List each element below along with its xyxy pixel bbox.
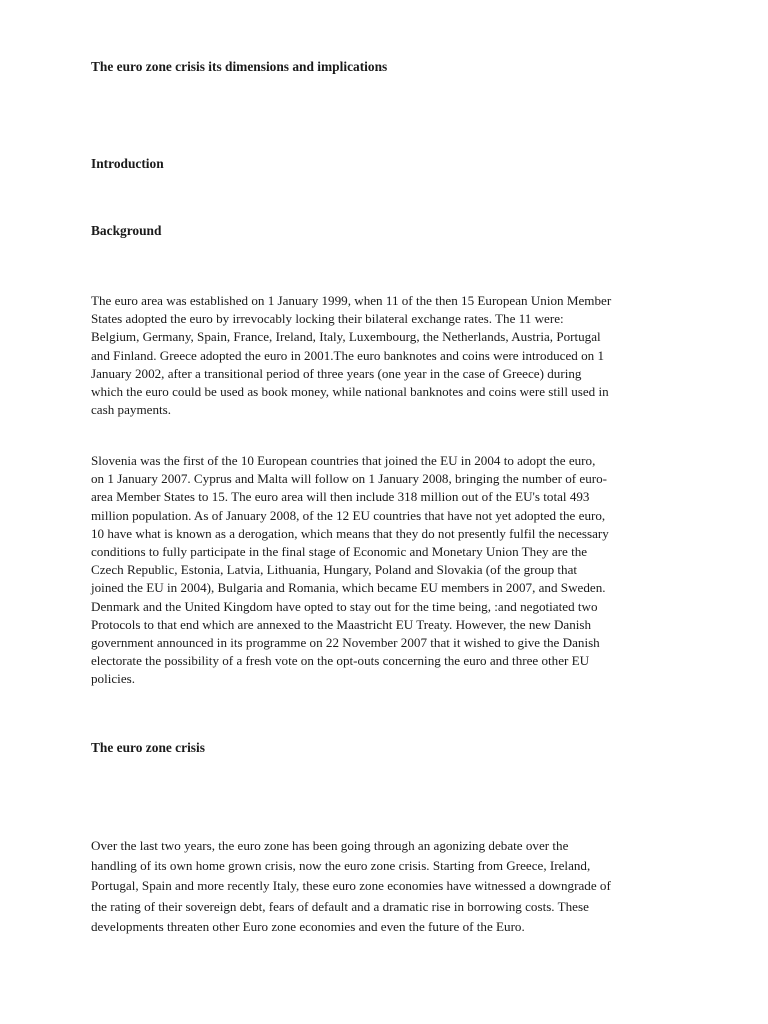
paragraph-line: 10 have what is known as a derogation, which means that they do not presently fulfil the necessary <box>91 525 609 541</box>
paragraph-line: million population. As of January 2008, of the 12 EU countries that have not yet adopted the euro, <box>91 507 606 523</box>
paragraph-slovenia-adoption <box>91 452 691 689</box>
paragraph-line: which the euro could be used as book money, while national banknotes and coins were still used in <box>91 384 609 400</box>
paragraph-line: Protocols to that end which are annexed to the Maastricht EU Treaty. However, the new Danish <box>91 616 592 632</box>
paragraph-line: conditions to fully participate in the final stage of Economic and Monetary Union They are the <box>91 544 588 560</box>
paragraph-line: Slovenia was the first of the 10 European countries that joined the EU in 2004 to adopt the euro, <box>91 453 596 468</box>
paragraph-line: cash payments. <box>91 402 171 418</box>
paragraph-line: joined the EU in 2004), Bulgaria and Romania, which became EU members in 2007, and Sweden. <box>91 580 606 596</box>
paragraph-euro-area-established <box>91 292 691 419</box>
paragraph-line: States adopted the euro by irrevocably locking their bilateral exchange rates. The 11 were: <box>91 311 564 327</box>
paragraph-line: Over the last two years, the euro zone has been going through an agonizing debate over the <box>91 838 569 853</box>
paragraph-line: handling of its own home grown crisis, now the euro zone crisis. Starting from Greece, Ireland, <box>91 858 591 874</box>
paragraph-line: Czech Republic, Estonia, Latvia, Lithuania, Hungary, Poland and Slovakia (of the group that <box>91 562 578 578</box>
paragraph-line: government announced in its programme on 22 November 2007 that it wished to give the Danish <box>91 635 600 651</box>
paragraph-line: January 2002, after a transitional period of three years (one year in the case of Greece) during <box>91 365 582 381</box>
paragraph-line: electorate the possibility of a fresh vote on the opt-outs concerning the euro and three other EU <box>91 653 590 669</box>
section-heading-background: Background <box>91 223 162 238</box>
section-heading-euro-zone-crisis: The euro zone crisis <box>91 740 205 755</box>
paragraph-line: the rating of their sovereign debt, fears of default and a dramatic rise in borrowing costs. These <box>91 898 589 914</box>
paragraph-line: Belgium, Germany, Spain, France, Ireland, Italy, Luxembourg, the Netherlands, Austria, Portugal <box>91 329 601 345</box>
paragraph-line: Denmark and the United Kingdom have opted to stay out for the time being, :and negotiated two <box>91 598 598 614</box>
section-heading-introduction: Introduction <box>91 156 164 171</box>
document-title: The euro zone crisis its dimensions and implications <box>91 59 388 74</box>
paragraph-line: and Finland. Greece adopted the euro in 2001.The euro banknotes and coins were introduced on 1 <box>91 347 605 363</box>
paragraph-line: developments threaten other Euro zone economies and even the future of the Euro. <box>91 918 525 934</box>
paragraph-line: Portugal, Spain and more recently Italy, these euro zone economies have witnessed a downgrade of <box>91 878 611 894</box>
paragraph-line: on 1 January 2007. Cyprus and Malta will follow on 1 January 2008, bringing the number of euro- <box>91 471 608 487</box>
paragraph-line: The euro area was established on 1 January 1999, when 11 of the then 15 European Union Member <box>91 293 612 308</box>
paragraph-line: policies. <box>91 671 135 687</box>
paragraph-euro-zone-crisis <box>91 836 691 937</box>
paragraph-line: area Member States to 15. The euro area will then include 318 million out of the EU's total 493 <box>91 489 590 505</box>
